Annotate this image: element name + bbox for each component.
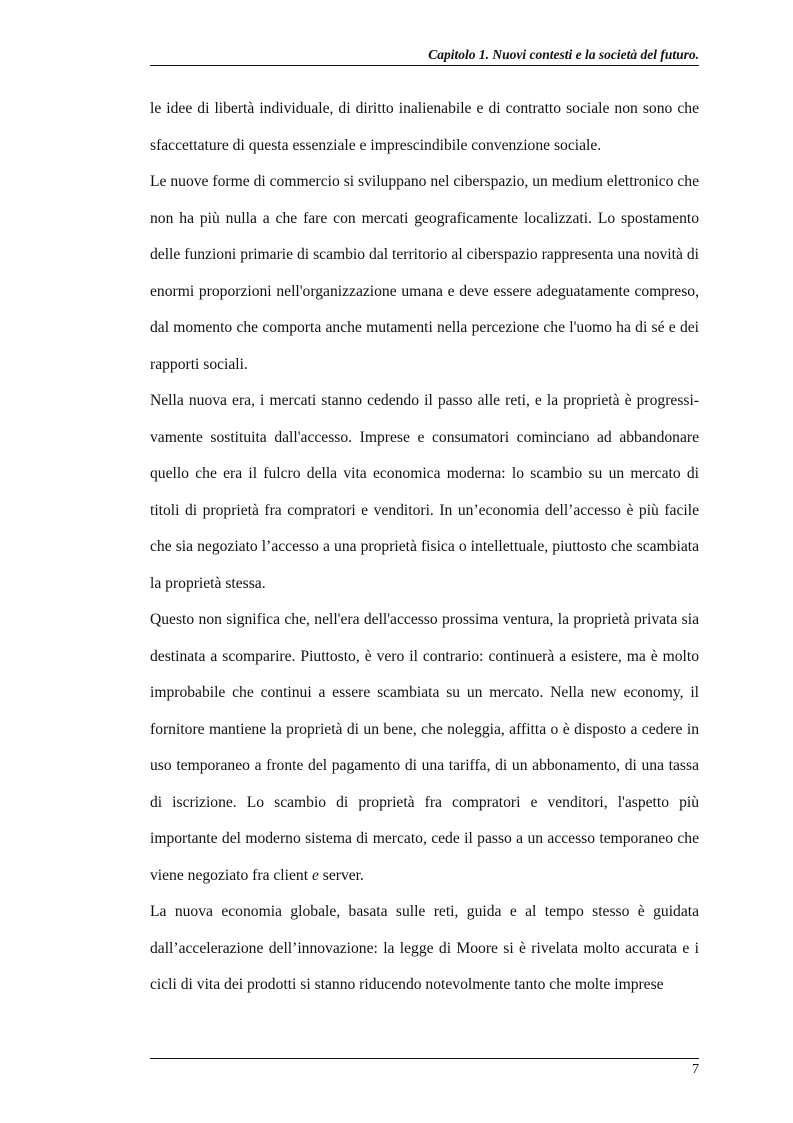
footer-rule [150,1058,699,1059]
paragraph [150,602,699,894]
page-number: 7 [692,1062,699,1077]
paragraph-text: Questo non significa che, nell'era dell'accesso prossima ventura, la proprietà privata sia destinata a scomparire. Piuttosto, è vero il contrario: continuerà a esistere, ma è molto improbabile che continui a essere scambiata su un mercato. Nella new economy, il fornitore mantiene la proprietà di un bene, che noleggia, affitta o è disposto a cedere in uso temporaneo a fronte del pagamento di una tariffa, di un abbonamento, di una tassa di iscrizione. Lo scambio di proprietà fra compratori e venditori, l'aspetto più importante del moderno sistema di mercato, cede il passo a un accesso temporaneo che viene negoziato fra client [150,611,699,884]
emphasis-text: e [311,866,319,884]
paragraph: La nuova economia globale, basata sulle reti, guida e al tempo stesso è guidata dall’accelerazione dell’innovazione: la legge di Moore si è rivelata molto accurata e i cicli di vita dei prodotti si stanno riducendo notevolmente tanto che molte imprese [150,903,699,993]
body-text [150,91,699,1004]
paragraph: le idee di libertà individuale, di diritto inalienabile e di contratto sociale non sono che sfaccettature di questa essenziale e imprescindibile convenzione sociale. [150,100,699,154]
paragraph: Le nuove forme di commercio si sviluppano nel ciberspazio, un medium elettronico che non ha più nulla a che fare con mercati geograficamente localizzati. Lo spostamento delle funzioni primarie di scambio dal territorio al ciberspazio rappresenta una novità di enormi proporzioni nell'organizzazione umana e deve essere adeguatamente compreso, dal momento che comporta anche mutamenti nella percezione che l'uomo ha di sé e dei rapporti sociali. [150,173,699,373]
running-header: Capitolo 1. Nuovi contesti e la società del futuro. [428,47,699,62]
paragraph: Nella nuova era, i mercati stanno cedendo il passo alle reti, e la proprietà è progressivamente sostituita dall'accesso. Imprese e consumatori cominciano ad abbandonare quello che era il fulcro della vita economica moderna: lo scambio su un mercato di titoli di proprietà fra compratori e venditori. In un’economia dell’accesso è più facile che sia negoziato l’accesso a una proprietà fisica o intellettuale, piuttosto che scambiata la proprietà stessa. [150,392,699,592]
header-rule [150,65,699,66]
paragraph-text: server. [318,866,364,884]
